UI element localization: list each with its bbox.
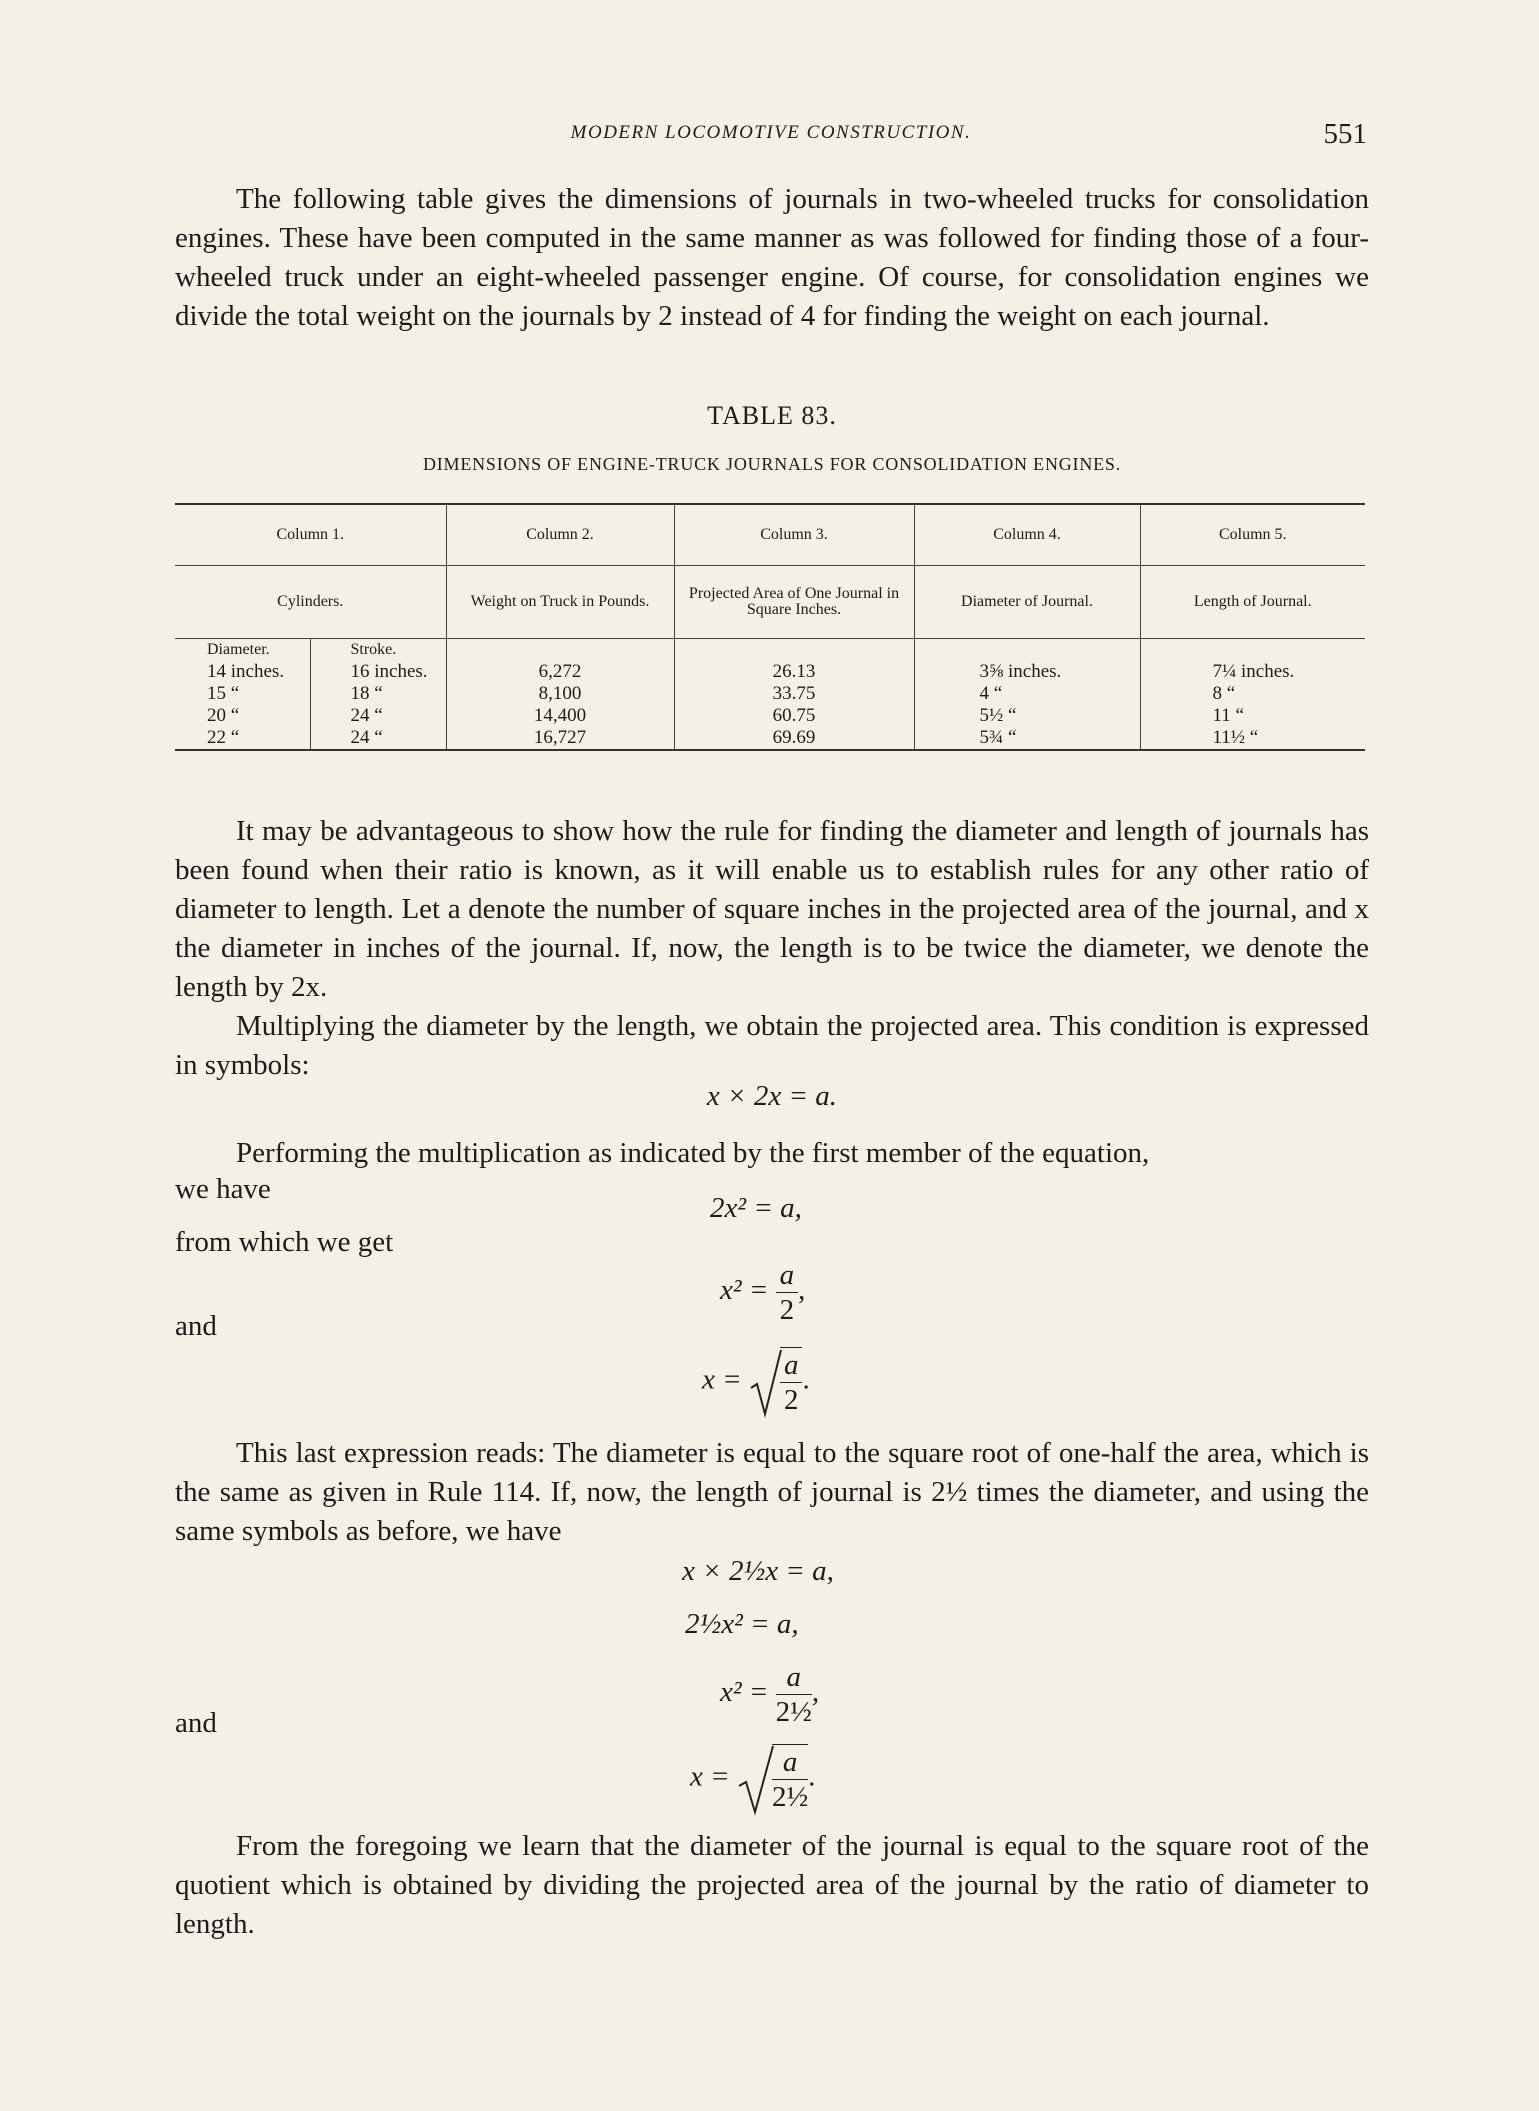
column-number: Column 5. bbox=[1140, 504, 1365, 566]
running-title: MODERN LOCOMOTIVE CONSTRUCTION. bbox=[570, 122, 972, 143]
fraction: $\frac{a}{2}$ bbox=[776, 1258, 799, 1327]
table-row: 22 “ 24 “ 16,727 69.69 5¾ “ 11½ “ bbox=[175, 727, 1365, 750]
column-number: Column 4. bbox=[914, 504, 1140, 566]
column-header: Length of Journal. bbox=[1140, 566, 1365, 639]
fraction: $\frac{a}{2}$ bbox=[780, 1347, 803, 1417]
table-row: 15 “ 18 “ 8,100 33.75 4 “ 8 “ bbox=[175, 683, 1365, 705]
sub-header-stroke: Stroke. bbox=[310, 639, 446, 662]
equation-1: x × 2x = a. bbox=[706, 1080, 838, 1112]
fraction: $\frac{a}{\text{2½}}$ bbox=[771, 1746, 809, 1813]
paragraph-projected-area: Multiplying the diameter by the length, we obtain the projected area. This condition is expressed in symbols: bbox=[175, 1010, 1369, 1081]
column-header: Weight on Truck in Pounds. bbox=[446, 566, 674, 639]
table-row: 20 “ 24 “ 14,400 60.75 5½ “ 11 “ bbox=[175, 705, 1365, 727]
column-header: Cylinders. bbox=[175, 566, 446, 639]
column-number: Column 3. bbox=[674, 504, 914, 566]
page-number: 551 bbox=[1323, 118, 1367, 150]
table-header-row bbox=[175, 566, 1365, 639]
equation-5: x × 2½x = a, bbox=[682, 1555, 834, 1587]
column-number: Column 2. bbox=[446, 504, 674, 566]
journals-table bbox=[175, 503, 1365, 751]
label-we-have: we have bbox=[175, 1173, 271, 1205]
sub-header-diameter: Diameter. bbox=[207, 641, 270, 658]
table-subtitle: DIMENSIONS OF ENGINE-TRUCK JOURNALS FOR CONSOLIDATION ENGINES. bbox=[422, 454, 1122, 474]
label-and: and bbox=[175, 1310, 217, 1342]
square-root-icon bbox=[737, 1742, 775, 1816]
fraction: $\frac{a}{\text{2½}}$ bbox=[775, 1661, 812, 1728]
square-root-icon bbox=[749, 1346, 783, 1418]
column-header: Diameter of Journal. bbox=[914, 566, 1140, 639]
running-head bbox=[175, 118, 1367, 158]
table-subheader-row bbox=[175, 639, 1365, 662]
equation-6: 2½x² = a, bbox=[685, 1608, 799, 1640]
paragraph-conclusion: From the foregoing we learn that the diameter of the journal is equal to the square root of the quotient which is obtained by dividing the projected area of the journal by the ratio of diameter to length. bbox=[175, 1830, 1369, 1940]
paragraph-last-expression: This last expression reads: The diameter is equal to the square root of one-half the area, which is the same as given in Rule 114. If, now, the length of journal is 2½ times the diameter, and using the same symbols as before, we have bbox=[175, 1437, 1369, 1547]
table-title: TABLE 83. bbox=[707, 401, 837, 430]
equation-3: x² = $\frac{a}{2}$ , bbox=[720, 1259, 806, 1326]
equation-4: x = $\frac{a}{2}$ . bbox=[702, 1346, 810, 1418]
table-column-number-row bbox=[175, 504, 1365, 566]
column-header: Projected Area of One Journal in Square Inches. bbox=[674, 566, 914, 639]
paragraph-ratio-rule: It may be advantageous to show how the rule for finding the diameter and length of journals has been found when their ratio is known, as it will enable us to establish rules for any other ratio of diameter to length. Let a denote the number of square inches in the projected area of the journal, and x the diameter in inches of the journal. If, now, the length is to be twice the diameter, we denote the length by 2x. bbox=[175, 815, 1369, 1003]
paragraph-multiplication: Performing the multiplication as indicated by the first member of the equation, bbox=[236, 1137, 1150, 1169]
table-row: 14 inches. 16 inches. 6,272 26.13 3⅝ inches. 7¼ inches. bbox=[175, 661, 1365, 683]
label-from-which: from which we get bbox=[175, 1226, 394, 1258]
equation-7: x² = $\frac{a}{\text{2½}}$ , bbox=[720, 1661, 820, 1728]
label-and: and bbox=[175, 1707, 217, 1739]
equation-2: 2x² = a, bbox=[710, 1192, 802, 1224]
intro-paragraph: The following table gives the dimensions of journals in two-wheeled trucks for consolidation engines. These have been computed in the same manner as was followed for finding those of a four-wheeled truck under an eight-wheeled passenger engine. Of course, for consolidation engines we divide the total weight on the journals by 2 instead of 4 for finding the weight on each journal. bbox=[175, 183, 1369, 332]
equation-8: x = $\frac{a}{\text{2½}}$ . bbox=[690, 1742, 815, 1816]
column-number: Column 1. bbox=[175, 504, 446, 566]
